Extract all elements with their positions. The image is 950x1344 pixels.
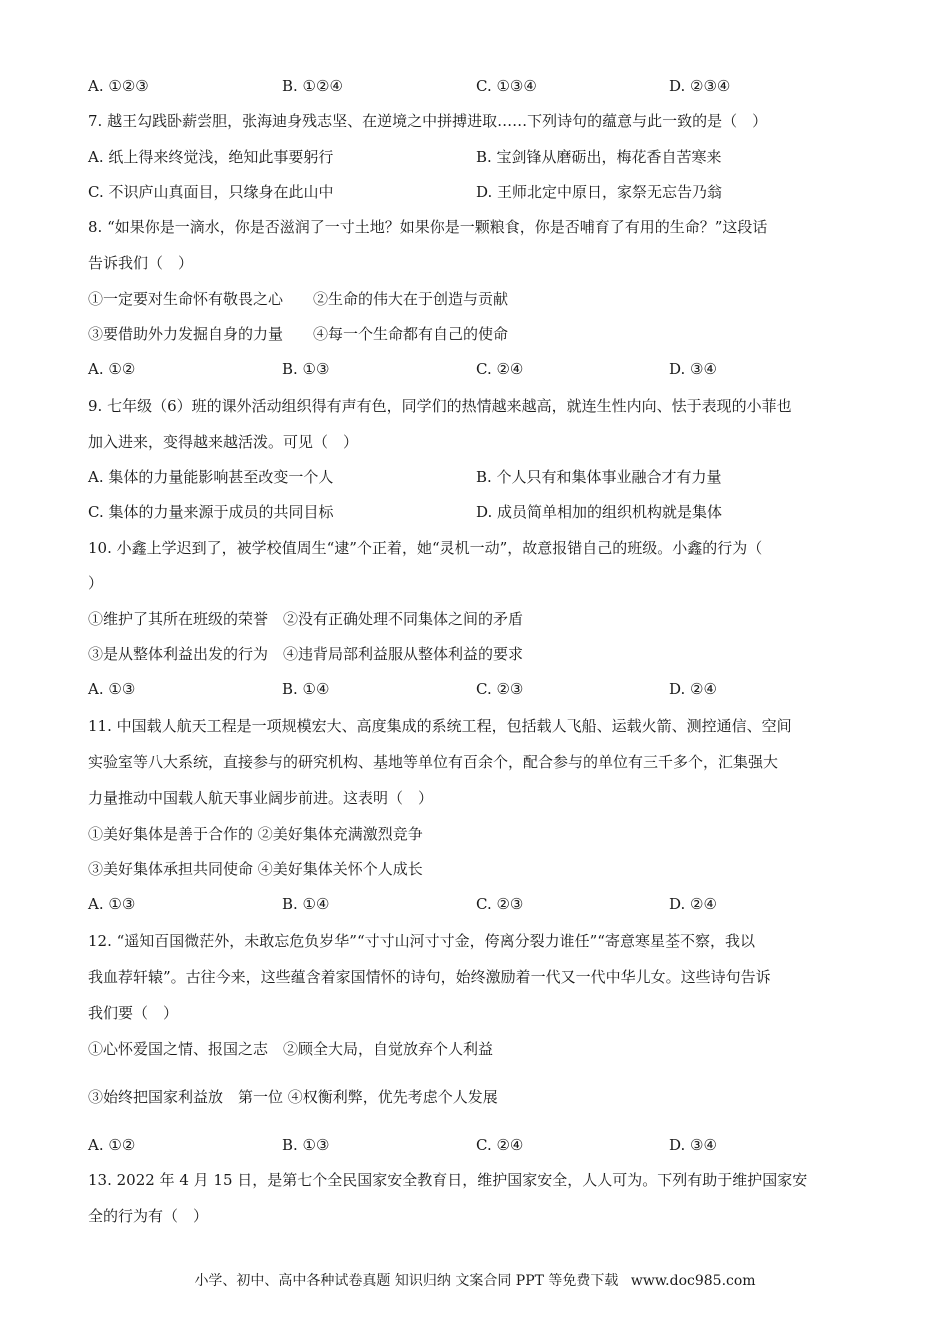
q12-option-c: C. ②④ <box>476 1136 524 1154</box>
q7-option-c: C. 不识庐山真面目，只缘身在此山中 <box>88 183 334 201</box>
q9-option-b: B. 个人只有和集体事业融合才有力量 <box>476 468 722 486</box>
q8-items-line1: ①一定要对生命怀有敬畏之心 ②生命的伟大在于创造与贡献 <box>88 290 509 308</box>
q8-option-c: C. ②④ <box>476 360 524 378</box>
q11-items-line1: ①美好集体是善于合作的 ②美好集体充满激烈竞争 <box>88 825 423 843</box>
q11-stem-line1: 11. 中国载人航天工程是一项规模宏大、高度集成的系统工程，包括载人飞船、运载火箭、测控通信、空间 <box>88 717 792 735</box>
q9-option-d: D. 成员简单相加的组织机构就是集体 <box>476 503 723 521</box>
footer-text: 小学、初中、高中各种试卷真题 知识归纳 文案合同 PPT 等免费下载 <box>194 1273 619 1289</box>
q9-stem-line1: 9. 七年级（6）班的课外活动组织得有声有色，同学们的热情越来越高，就连生性内向、怯于表现的小菲也 <box>88 397 792 415</box>
q10-items-line2: ③是从整体利益出发的行为 ④违背局部利益服从整体利益的要求 <box>88 645 524 663</box>
q6-option-a: A. ①②③ <box>88 77 149 95</box>
q10-option-b: B. ①④ <box>282 680 330 698</box>
q12-items-line1: ①心怀爱国之情、报国之志 ②顾全大局，自觉放弃个人利益 <box>88 1040 494 1058</box>
q7-option-d: D. 王师北定中原日，家祭无忘告乃翁 <box>476 183 723 201</box>
q9-option-c: C. 集体的力量来源于成员的共同目标 <box>88 503 334 521</box>
q6-option-c: C. ①③④ <box>476 77 537 95</box>
q7-option-b: B. 宝剑锋从磨砺出，梅花香自苦寒来 <box>476 148 722 166</box>
q13-stem-line2: 全的行为有（ ） <box>88 1207 209 1225</box>
page-footer <box>0 1270 950 1290</box>
q11-stem-line3: 力量推动中国载人航天事业阔步前进。这表明（ ） <box>88 789 434 807</box>
q11-option-b: B. ①④ <box>282 895 330 913</box>
q12-stem-line3: 我们要（ ） <box>88 1004 179 1022</box>
q12-option-a: A. ①② <box>88 1136 136 1154</box>
footer-url[interactable]: www.doc985.com <box>630 1273 756 1289</box>
q11-option-d: D. ②④ <box>669 895 717 913</box>
q8-stem-line1: 8. “如果你是一滴水，你是否滋润了一寸土地？如果你是一颗粮食，你是否哺育了有用的生命？”这段话 <box>88 218 768 236</box>
q13-stem-line1: 13. 2022 年 4 月 15 日，是第七个全民国家安全教育日，维护国家安全，人人可为。下列有助于维护国家安 <box>88 1171 808 1189</box>
q8-stem-line2: 告诉我们（ ） <box>88 254 194 272</box>
q10-stem-line2: ） <box>88 574 104 592</box>
q12-option-b: B. ①③ <box>282 1136 330 1154</box>
q8-option-b: B. ①③ <box>282 360 330 378</box>
q11-stem-line2: 实验室等八大系统，直接参与的研究机构、基地等单位有百余个，配合参与的单位有三千多个，汇集强大 <box>88 753 779 771</box>
q12-stem-line1: 12. “遥知百国微茫外，未敢忘危负岁华”“寸寸山河寸寸金，侉离分裂力谁任”“寄意寒星荃不察，我以 <box>88 932 755 950</box>
q10-option-c: C. ②③ <box>476 680 524 698</box>
q10-option-d: D. ②④ <box>669 680 717 698</box>
q8-items-line2: ③要借助外力发掘自身的力量 ④每一个生命都有自己的使命 <box>88 325 509 343</box>
q10-items-line1: ①维护了其所在班级的荣誉 ②没有正确处理不同集体之间的矛盾 <box>88 610 524 628</box>
q6-option-d: D. ②③④ <box>669 77 731 95</box>
q9-option-a: A. 集体的力量能影响甚至改变一个人 <box>88 468 334 486</box>
q9-stem-line2: 加入进来，变得越来越活泼。可见（ ） <box>88 433 359 451</box>
q12-stem-line2: 我血荐轩辕”。古往今来，这些蕴含着家国情怀的诗句，始终激励着一代又一代中华儿女。这些诗句告诉 <box>88 968 771 986</box>
q11-option-a: A. ①③ <box>88 895 136 913</box>
q10-stem-line1: 10. 小鑫上学迟到了，被学校值周生“逮”个正着，她“灵机一动”，故意报错自己的班级。小鑫的行为（ <box>88 539 763 557</box>
q11-option-c: C. ②③ <box>476 895 524 913</box>
q11-items-line2: ③美好集体承担共同使命 ④美好集体关怀个人成长 <box>88 860 423 878</box>
q8-option-a: A. ①② <box>88 360 136 378</box>
q7-option-a: A. 纸上得来终觉浅，绝知此事要躬行 <box>88 148 334 166</box>
q6-option-b: B. ①②④ <box>282 77 343 95</box>
q8-option-d: D. ③④ <box>669 360 717 378</box>
q12-items-line2: ③始终把国家利益放 第一位 ④权衡利弊，优先考虑个人发展 <box>88 1088 498 1106</box>
q10-option-a: A. ①③ <box>88 680 136 698</box>
q12-option-d: D. ③④ <box>669 1136 717 1154</box>
q7-stem: 7. 越王勾践卧薪尝胆，张海迪身残志坚、在逆境之中拼搏进取……下列诗句的蕴意与此一致的是（ ） <box>88 112 768 130</box>
